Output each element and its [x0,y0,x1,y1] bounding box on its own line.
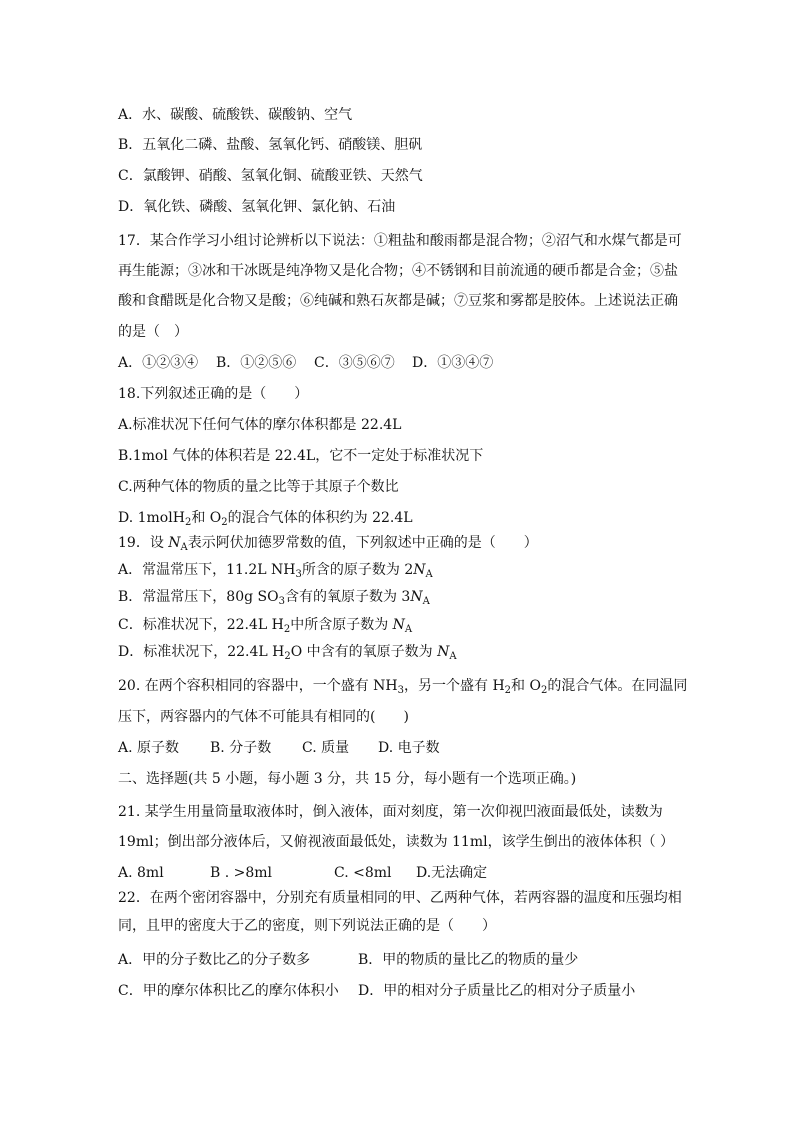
q19-option-a: A．常温常压下，11.2L $NH_3$所含的原子数为 $2N_A$ [118,562,433,580]
q22-option-c: C．甲的摩尔体积比乙的摩尔体积小 [118,983,339,999]
section-2-heading: 二、选择题(共 5 小题，每小题 3 分，共 15 分，每小题有一个选项正确。) [118,771,577,787]
q20-option-c: C. 质量 [302,740,350,756]
q16-option-d: D．氧化铁、磷酸、氢氧化钾、氯化钠、石油 [118,199,396,215]
q17-option-a: A．①②③④ [118,355,199,371]
q17-stem-line-3: 酸和食醋既是化合物又是酸；⑥纯碱和熟石灰都是碱；⑦豆浆和雾都是胶体。上述说法正确 [118,293,678,309]
q21-stem-line-1: 21. 某学生用量筒量取液体时，倒入液体，面对刻度，第一次仰视凹液面最低处，读数为 [118,804,663,820]
q21-option-c: C. <8ml [334,865,392,881]
q18-stem: 18.下列叙述正确的是（ ） [118,386,309,402]
q20-option-d: D. 电子数 [378,740,440,756]
q17-stem-line-4: 的是（ ） [118,324,188,340]
q21-option-d: D.无法确定 [416,865,488,881]
q16-option-b: B．五氧化二磷、盐酸、氢氧化钙、硝酸镁、胆矾 [118,137,423,153]
q18-option-c: C.两种气体的物质的量之比等于其原子个数比 [118,479,399,495]
q21-option-a: A. 8ml [118,865,164,881]
q17-option-c: C．③⑤⑥⑦ [314,355,395,371]
q22-option-a: A．甲的分子数比乙的分子数多 [118,952,311,968]
q20-options [118,739,440,757]
q22-stem-line-2: 同，且甲的密度大于乙的密度，则下列说法正确的是（ ） [118,918,496,934]
q20-option-a: A. 原子数 [118,740,180,756]
q22-option-d: D．甲的相对分子质量比乙的相对分子质量小 [358,983,636,999]
q22-options-row-1 [118,951,578,969]
q21-option-b: B . >8ml [210,865,273,881]
q17-option-d: D．①③④⑦ [412,355,494,371]
q16-option-a: A．水、碳酸、硫酸铁、碳酸钠、空气 [118,107,353,123]
q20-option-b: B. 分子数 [210,740,272,756]
q18-option-b: B.1mol 气体的体积若是 22.4L，它不一定处于标准状况下 [118,448,484,464]
q17-options [118,354,493,372]
q22-stem-line-1: 22．在两个密闭容器中，分别充有质量相同的甲、乙两种气体，若两容器的温度和压强均相 [118,890,682,906]
q19-option-d: D．标准状况下，22.4L $H_2O$ 中含有的氧原子数为 $N_A$ [118,644,457,662]
q21-options [118,864,487,882]
q19-option-b: B．常温常压下，80g $SO_3$含有的氧原子数为 $3N_A$ [118,589,430,607]
q17-stem-line-2: 再生能源；③冰和干冰既是纯净物又是化合物；④不锈钢和目前流通的硬币都是合金；⑤盐 [118,263,678,279]
q16-option-c: C．氯酸钾、硝酸、氢氧化铜、硫酸亚铁、天然气 [118,168,423,184]
q17-option-b: B．①②⑤⑥ [216,355,297,371]
q20-stem-line-2: 压下，两容器内的气体不可能具有相同的( ) [118,709,409,725]
q19-option-c: C．标准状况下，22.4L $H_2$中所含原子数为 $N_A$ [118,617,413,635]
q18-option-a: A.标准状况下任何气体的摩尔体积都是 22.4L [118,417,402,433]
q22-options-row-2 [118,982,635,1000]
q21-stem-line-2: 19ml；倒出部分液体后，又俯视液面最低处，读数为 11ml，该学生倒出的液体体积（ ） [118,834,675,850]
q19-stem: 19．设 $N_A$表示阿伏加德罗常数的值，下列叙述中正确的是（ ） [118,535,538,553]
q17-stem-line-1: 17．某合作学习小组讨论辨析以下说法：①粗盐和酸雨都是混合物；②沼气和水煤气都是可 [118,233,682,249]
q22-option-b: B．甲的物质的量比乙的物质的量少 [358,952,579,968]
q18-option-d: D. 1molH$_2$和 $O_2$的混合气体的体积约为 22.4L [118,510,413,528]
q20-stem-line-1: 20. 在两个容积相同的容器中，一个盛有 $NH_3$，另一个盛有 $H_2$和 $O_2$的混合气体。在同温同 [118,678,688,696]
